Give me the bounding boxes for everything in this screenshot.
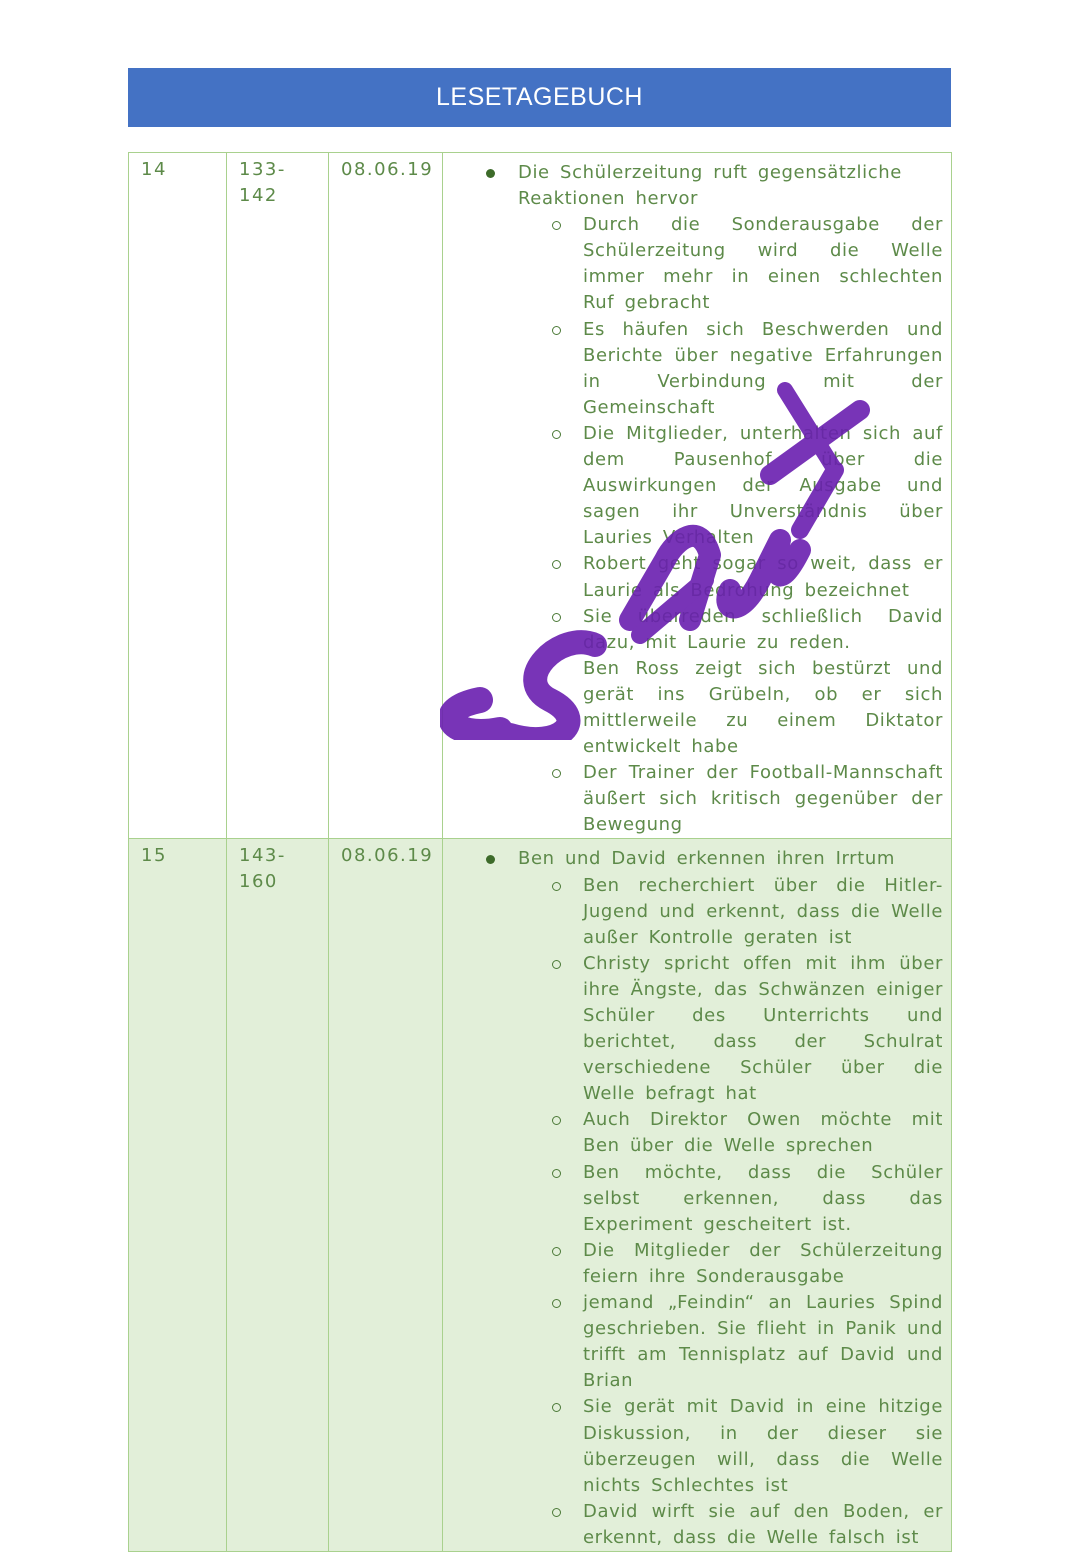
sub-point-list (443, 212, 951, 838)
entry-date: 08.06.19 (341, 845, 434, 867)
summary-content (443, 839, 951, 1551)
circle-bullet-icon (552, 1116, 561, 1125)
sub-point-text: Auch Direktor Owen möchte mit Ben über die Welle sprechen (583, 1109, 943, 1157)
main-point (443, 839, 951, 872)
pages-cell (227, 153, 329, 839)
chapter-number: 14 (141, 159, 167, 180)
sub-point-text: Es häufen sich Beschwerden und Berichte über negative Erfahrungen in Verbindung mit der Gemeinschaft (583, 318, 943, 418)
circle-bullet-icon (552, 882, 561, 891)
sub-point (443, 604, 951, 656)
chapter-cell (129, 839, 227, 1552)
sub-point (443, 1499, 951, 1551)
page-header (128, 68, 951, 127)
sub-point-text: Die Mitglieder der Schülerzeitung feiern ihre Sonderausgabe (583, 1239, 943, 1287)
chapter-cell (129, 153, 227, 839)
sub-point-text: Ben Ross zeigt sich bestürzt und gerät ins Grübeln, ob er sich mittlerweile zu einem Diktator entwickelt habe (583, 657, 943, 758)
main-point-text: Die Schülerzeitung ruft gegensätzliche Reaktionen hervor (518, 162, 902, 210)
sub-point (443, 551, 951, 603)
bullet-icon (486, 169, 495, 178)
sub-point (443, 317, 951, 421)
bullet-icon (486, 855, 495, 864)
sub-point-text: Ben möchte, dass die Schüler selbst erkennen, dass das Experiment gescheitert ist. (583, 1161, 943, 1235)
sub-point-text: David wirft sie auf den Boden, er erkennt, dass die Welle falsch ist (583, 1500, 943, 1548)
sub-point (443, 1290, 951, 1394)
sub-point-text: Die Mitglieder, unterhalten sich auf dem Pausenhof über die Auswirkungen der Ausgabe und sagen ihr Unverständnis über Lauries Verhalten (583, 422, 943, 549)
summary-cell (443, 153, 952, 839)
summary-cell (443, 839, 952, 1552)
sub-point (443, 212, 951, 316)
sub-point-text: Christy spricht offen mit ihm über ihre Ängste, das Schwänzen einiger Schüler des Unterrichts und berichtet, dass der Schulrat verschiedene Schüler über die Welle befragt hat (583, 952, 943, 1105)
circle-bullet-icon (552, 1299, 561, 1308)
pages-cell (227, 839, 329, 1552)
main-point (443, 153, 951, 212)
circle-bullet-icon (552, 560, 561, 569)
main-point-text: Ben und David erkennen ihren Irrtum (518, 848, 895, 870)
sub-point (443, 873, 951, 951)
sub-point (443, 656, 951, 760)
sub-point (443, 951, 951, 1108)
circle-bullet-icon (552, 326, 561, 335)
circle-bullet-icon (552, 1169, 561, 1178)
sub-point (443, 1394, 951, 1498)
entry-date: 08.06.19 (341, 159, 434, 180)
table-row (129, 839, 952, 1552)
circle-bullet-icon (552, 960, 561, 969)
circle-bullet-icon (552, 430, 561, 439)
sub-point (443, 1238, 951, 1290)
sub-point (443, 421, 951, 551)
summary-content (443, 153, 951, 838)
circle-bullet-icon (552, 1247, 561, 1256)
sub-point-text: Der Trainer der Football-Mannschaft äußert sich kritisch gegenüber der Bewegung (583, 762, 943, 836)
circle-bullet-icon (552, 769, 561, 778)
sub-point-text: Robert geht sogar so weit, dass er Laurie als Bedrohung bezeichnet (583, 553, 943, 601)
date-cell (329, 839, 443, 1552)
sub-point-text: Durch die Sonderausgabe der Schülerzeitung wird die Welle immer mehr in einen schlechten Ruf gebracht (583, 214, 943, 314)
chapter-number: 15 (141, 845, 167, 867)
circle-bullet-icon (552, 1403, 561, 1412)
sub-point-text: jemand „Feindin“ an Lauries Spind geschrieben. Sie flieht in Panik und trifft am Tennisplatz auf David und Brian (583, 1292, 943, 1392)
reading-log-table (128, 152, 952, 1552)
circle-bullet-icon (552, 613, 561, 622)
sub-point (443, 1107, 951, 1159)
table-row (129, 153, 952, 839)
sub-point-text: Sie überreden schließlich David dazu, mit Laurie zu reden. (583, 605, 943, 653)
circle-bullet-icon (552, 221, 561, 230)
page-title: LESETAGEBUCH (436, 83, 643, 111)
sub-point-text: Ben recherchiert über die Hitler-Jugend und erkennt, dass die Welle außer Kontrolle geraten ist (583, 874, 943, 948)
page-range: 133-142 (239, 159, 286, 206)
date-cell (329, 153, 443, 839)
circle-bullet-icon (552, 1508, 561, 1517)
sub-point (443, 1160, 951, 1238)
sub-point-list (443, 873, 951, 1551)
page-range: 143-160 (239, 845, 286, 893)
sub-point (443, 760, 951, 838)
sub-point-text: Sie gerät mit David in eine hitzige Diskussion, in der dieser sie überzeugen will, dass die Welle nichts Schlechtes ist (583, 1396, 943, 1496)
